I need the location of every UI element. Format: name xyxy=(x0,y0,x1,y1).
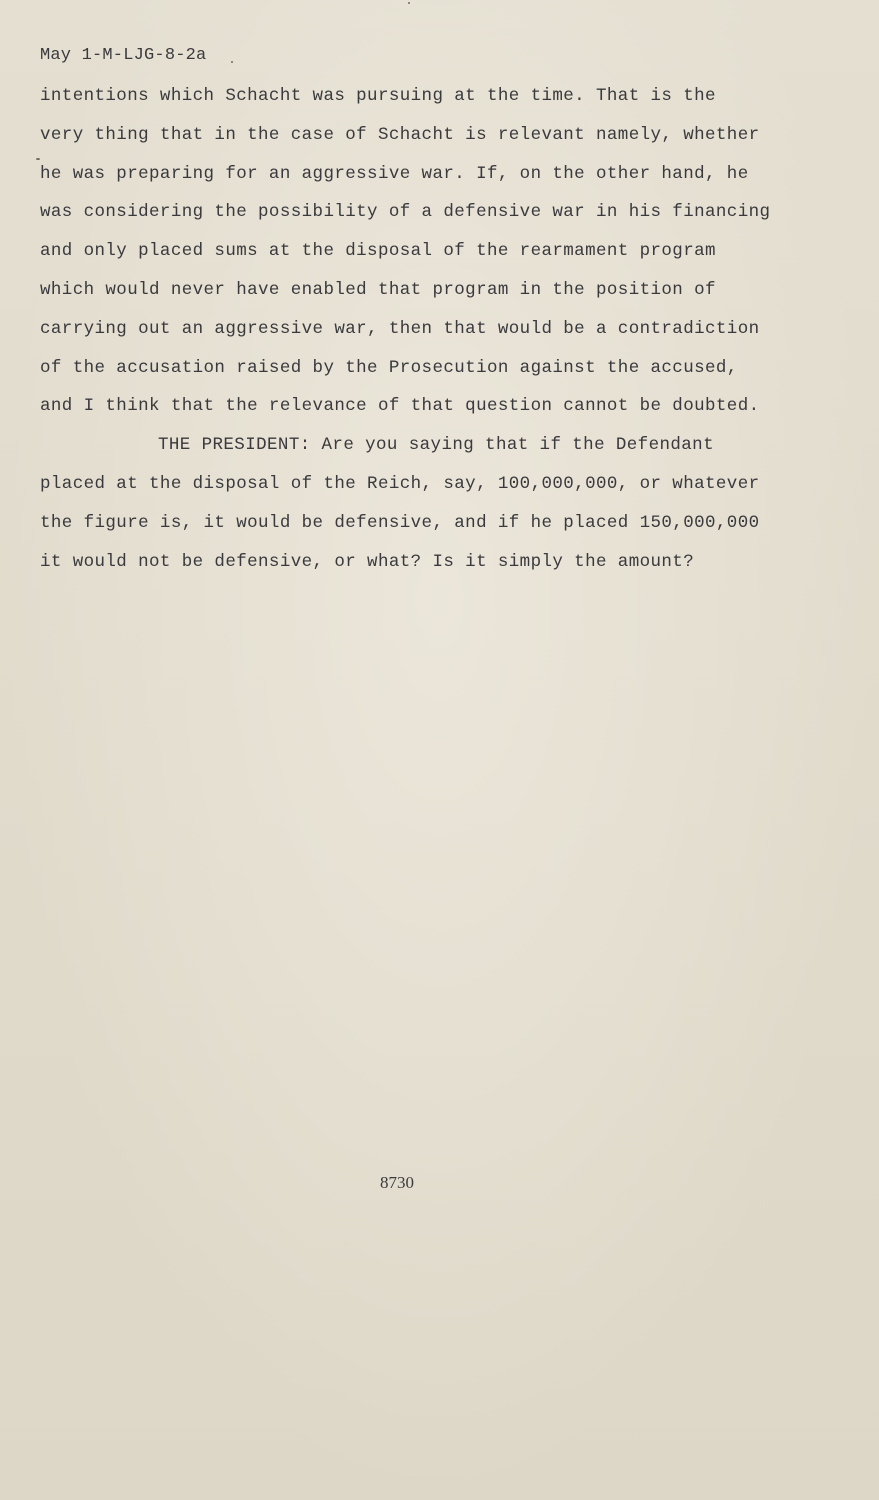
text-line: of the accusation raised by the Prosecution against the accused, xyxy=(40,357,738,378)
text-line: carrying out an aggressive war, then that would be a contradiction xyxy=(40,318,760,339)
paper-speck xyxy=(231,61,233,63)
text-line: and only placed sums at the disposal of the rearmament program xyxy=(40,241,716,262)
text-line: and I think that the relevance of that question cannot be doubted. xyxy=(40,396,760,417)
text-line: placed at the disposal of the Reich, say, 100,000,000, or whatever xyxy=(40,473,760,494)
text-line: very thing that in the case of Schacht is relevant namely, whether xyxy=(40,124,760,145)
text-line: the figure is, it would be defensive, and if he placed 150,000,000 xyxy=(40,512,760,533)
text-line: intentions which Schacht was pursuing at the time. That is the xyxy=(40,86,716,106)
text-line: which would never have enabled that program in the position of xyxy=(40,279,716,300)
transcript-body xyxy=(40,82,840,586)
page-number: 8730 xyxy=(380,1173,414,1192)
paper-speck xyxy=(36,158,40,160)
text-line: it would not be defensive, or what? Is it simply the amount? xyxy=(40,551,695,572)
text-line: was considering the possibility of a defensive war in his financing xyxy=(40,202,771,223)
paper-speck xyxy=(408,2,410,4)
text-line: he was preparing for an aggressive war. If, on the other hand, he xyxy=(40,163,749,184)
document-header: May 1-M-LJG-8-2a xyxy=(40,46,207,65)
speaker-line: THE PRESIDENT: Are you saying that if the Defendant xyxy=(158,435,714,456)
